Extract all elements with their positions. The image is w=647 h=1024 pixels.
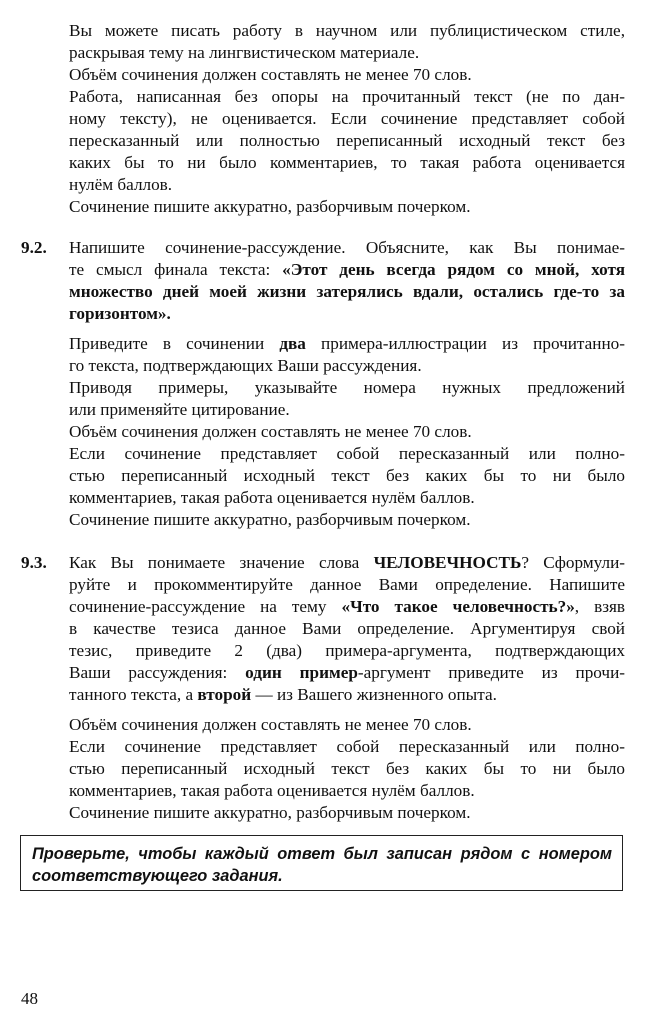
intro-line: нулём баллов.: [69, 175, 173, 194]
notice-line: соответствующего задания.: [32, 867, 283, 885]
intro-line: каких бы то ни было комментариев, то такая работа оценивается: [69, 153, 625, 172]
task-line: Сочинение пишите аккуратно, разборчивым почерком.: [69, 510, 471, 529]
intro-line: раскрывая тему на лингвистическом материале.: [69, 43, 420, 62]
text-plain: Как Вы понимаете значение слова: [69, 553, 374, 572]
task-line: стью переписанный исходный текст без каких бы то ни было: [69, 759, 625, 778]
task-line: руйте и прокомментируйте данное Вами определение. Напишите: [69, 575, 625, 594]
text-plain: сочинение-рассуждение на тему: [69, 597, 342, 616]
task-line: [69, 662, 625, 684]
task-line: [69, 552, 625, 574]
topic-bold: «Что такое человечность?»: [341, 597, 575, 616]
task-line: [69, 596, 625, 618]
task-line: Объём сочинения должен составлять не менее 70 слов.: [69, 715, 472, 734]
quote-line: множество дней моей жизни затерялись вдали, остались где-то за: [69, 282, 625, 301]
task-number: 9.2.: [21, 238, 47, 257]
text-plain: Приведите в сочинении: [69, 334, 280, 353]
page-number: 48: [21, 989, 38, 1008]
task-line: стью переписанный исходный текст без каких бы то ни было: [69, 466, 625, 485]
task-line: тезис, приведите 2 (два) примера-аргумента, подтверждающих: [69, 641, 625, 660]
quote-bold: «Этот день всегда рядом со мной, хотя: [282, 260, 625, 279]
task-number: 9.3.: [21, 553, 47, 572]
text-plain: , взяв: [574, 597, 626, 616]
quote-line: горизонтом».: [69, 304, 171, 323]
text-plain: те смысл финала текста:: [69, 260, 283, 279]
text-plain: ? Сформули-: [521, 553, 625, 572]
emphasis-bold: второй: [197, 685, 252, 704]
task-line: в качестве тезиса данное Вами определение. Аргументируя свой: [69, 619, 625, 638]
intro-line: пересказанный или полностью переписанный исходный текст без: [69, 131, 625, 150]
task-line: Объём сочинения должен составлять не менее 70 слов.: [69, 422, 472, 441]
task-line: Если сочинение представляет собой пересказанный или полно-: [69, 444, 625, 463]
task-line: или применяйте цитирование.: [69, 400, 290, 419]
task-line: [69, 333, 625, 355]
task-line: Напишите сочинение-рассуждение. Объясните, как Вы понимае-: [69, 238, 625, 257]
task-line: Сочинение пишите аккуратно, разборчивым почерком.: [69, 803, 471, 822]
keyword-bold: ЧЕЛОВЕЧНОСТЬ: [373, 553, 522, 572]
intro-line: Вы можете писать работу в научном или публицистическом стиле,: [69, 21, 625, 40]
text-plain: Ваши рассуждения:: [69, 663, 246, 682]
intro-line: Объём сочинения должен составлять не менее 70 слов.: [69, 65, 472, 84]
emphasis-bold: два: [279, 334, 306, 353]
task-line: [69, 259, 625, 281]
task-line: Если сочинение представляет собой пересказанный или полно-: [69, 737, 625, 756]
text-plain: -аргумент приведите из прочи-: [357, 663, 625, 682]
task-line: го текста, подтверждающих Ваши рассуждения.: [69, 356, 422, 375]
task-line: [69, 684, 625, 706]
text-plain: — из Вашего жизненного опыта.: [251, 685, 497, 704]
text-plain: примера-иллюстрации из прочитанно-: [305, 334, 625, 353]
task-line: Приводя примеры, указывайте номера нужных предложений: [69, 378, 625, 397]
intro-line: Сочинение пишите аккуратно, разборчивым почерком.: [69, 197, 471, 216]
emphasis-bold: один пример: [245, 663, 358, 682]
task-line: комментариев, такая работа оценивается нулём баллов.: [69, 488, 475, 507]
intro-line: Работа, написанная без опоры на прочитанный текст (не по дан-: [69, 87, 625, 106]
text-plain: танного текста, а: [69, 685, 198, 704]
task-line: комментариев, такая работа оценивается нулём баллов.: [69, 781, 475, 800]
intro-line: ному тексту), не оценивается. Если сочинение представляет собой: [69, 109, 625, 128]
notice-line: Проверьте, чтобы каждый ответ был записан рядом с номером: [32, 845, 612, 863]
